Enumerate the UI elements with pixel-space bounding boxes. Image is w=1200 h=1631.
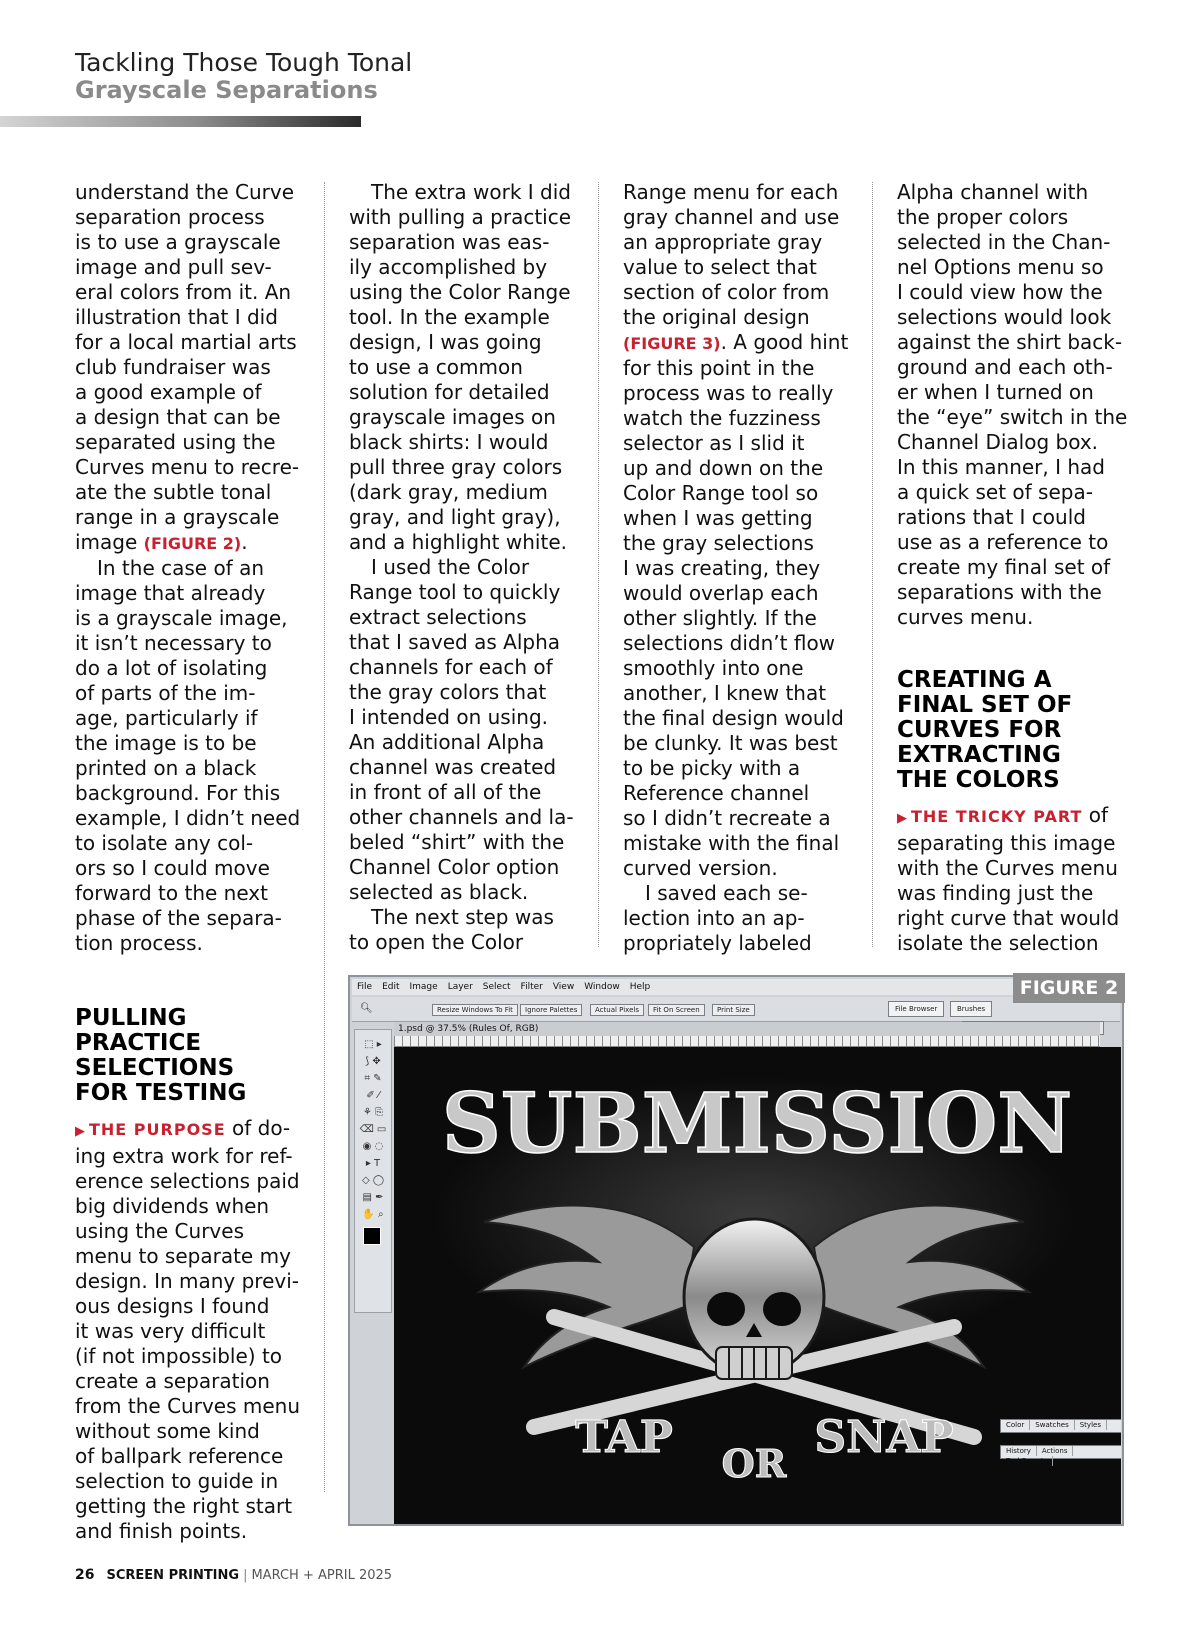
page-number: 26 xyxy=(75,1567,95,1583)
lead-in: THE PURPOSE xyxy=(89,1120,226,1139)
text-line: (dark gray, medium xyxy=(349,480,548,504)
ps-option: Resize Windows To Fit xyxy=(432,1004,518,1016)
text-line: to isolate any col- xyxy=(75,831,254,855)
ps-menu-item: Filter xyxy=(520,982,543,992)
text-line: and a highlight white. xyxy=(349,530,567,554)
text-line: phase of the separa- xyxy=(75,906,282,930)
col1-para1 xyxy=(75,180,300,530)
artwork-tagline: TAP xyxy=(575,1412,673,1463)
text-line: up and down on the xyxy=(623,456,824,480)
text-line: be clunky. It was best xyxy=(623,731,838,755)
text-run: of xyxy=(1082,803,1109,827)
text-line: ate the subtle tonal xyxy=(75,480,272,504)
text-line: do a lot of isolating xyxy=(75,656,268,680)
text-line: understand the Curve xyxy=(75,180,295,204)
text-line: SELECTIONS xyxy=(75,1055,235,1081)
text-line: the gray selections xyxy=(623,531,814,555)
section-heading xyxy=(75,1006,300,1106)
color-swatch xyxy=(363,1227,381,1245)
text-line: separation process xyxy=(75,205,265,229)
lead-line xyxy=(897,803,1127,831)
text-line: rations that I could xyxy=(897,505,1086,529)
text-run: . xyxy=(241,530,248,554)
ps-menubar xyxy=(352,979,1120,995)
text-line: black shirts: I would xyxy=(349,430,549,454)
text-line: selections would look xyxy=(897,305,1112,329)
text-line: it was very difficult xyxy=(75,1319,266,1343)
text-line: selected as black. xyxy=(349,880,529,904)
text-line: age, particularly if xyxy=(75,706,258,730)
ps-tab: Styles xyxy=(1075,1420,1107,1430)
text-line: ous designs I found xyxy=(75,1294,270,1318)
text-line: the gray colors that xyxy=(349,680,547,704)
text-line: an appropriate gray xyxy=(623,230,823,254)
text-line: process was to really xyxy=(623,381,834,405)
text-line: PULLING xyxy=(75,1005,187,1031)
text-line: Range menu for each xyxy=(623,180,839,204)
text-line: selection to guide in xyxy=(75,1469,279,1493)
ps-option: Fit On Screen xyxy=(648,1004,705,1016)
text-line: er when I turned on xyxy=(897,380,1094,404)
text-line: a good example of xyxy=(75,380,262,404)
section-heading xyxy=(897,668,1127,793)
col3-para2 xyxy=(623,881,848,956)
text-line: Channel Color option xyxy=(349,855,560,879)
text-line: gray channel and use xyxy=(623,205,840,229)
page-header-title: Tackling Those Tough Tonal xyxy=(75,48,413,77)
ps-menu-item: File xyxy=(357,982,373,992)
ps-menu-item: Window xyxy=(584,982,620,992)
text-line: was finding just the xyxy=(897,881,1094,905)
ps-toolbox xyxy=(354,1029,392,1313)
text-line: watch the fuzziness xyxy=(623,406,821,430)
tool-icons: ⬚ ▸ ⟆ ✥ ⌗ ✎ ✐ ⁄ ⚘ ⎘ ⌫ ▭ ◉ ◌ ▸ T ◇ ◯ ▤ ✒ ✋ ⌕ xyxy=(359,1039,387,1220)
text-line: An additional Alpha xyxy=(349,730,545,754)
col2-para2 xyxy=(349,555,574,905)
header-rule xyxy=(0,116,361,127)
text-line: would overlap each xyxy=(623,581,819,605)
text-line: In this manner, I had xyxy=(897,455,1105,479)
text-line: so I didn’t recreate a xyxy=(623,806,831,830)
text-line: I used the Color xyxy=(371,555,530,579)
col3-para1b xyxy=(623,356,848,881)
text-line: curved version. xyxy=(623,856,778,880)
text-line: solution for detailed xyxy=(349,380,550,404)
ps-tab: File Browser xyxy=(888,1001,944,1017)
ps-menu-item: Select xyxy=(482,982,511,992)
lead-line xyxy=(75,1116,300,1144)
text-line: a quick set of sepa- xyxy=(897,480,1093,504)
text-line: in front of all of the xyxy=(349,780,542,804)
figure-label: FIGURE 2 xyxy=(1013,973,1125,1003)
text-line: channel was created xyxy=(349,755,557,779)
text-line: is a grayscale image, xyxy=(75,606,288,630)
text-line: CURVES FOR xyxy=(897,717,1062,743)
text-line: other slightly. If the xyxy=(623,606,817,630)
text-line: beled “shirt” with the xyxy=(349,830,565,854)
text-line: value to select that xyxy=(623,255,817,279)
text-run: of do- xyxy=(225,1116,291,1140)
text-line: selected in the Chan- xyxy=(897,230,1111,254)
text-line: background. For this xyxy=(75,781,281,805)
text-line: I intended on using. xyxy=(349,705,549,729)
col3-ref-line xyxy=(623,330,848,356)
text-line: curves menu. xyxy=(897,605,1034,629)
text-line: The extra work I did xyxy=(371,180,571,204)
text-line: image that already xyxy=(75,581,266,605)
text-line: ing extra work for ref- xyxy=(75,1144,293,1168)
text-line: Reference channel xyxy=(623,781,810,805)
ps-color-panel xyxy=(1000,1419,1121,1433)
ps-history-panel xyxy=(1000,1445,1121,1465)
ps-ruler xyxy=(394,1036,1100,1047)
text-line: for a local martial arts xyxy=(75,330,297,354)
column-divider xyxy=(872,182,873,947)
text-line: isolate the selection xyxy=(897,931,1099,955)
text-line: grayscale images on xyxy=(349,405,556,429)
ps-tab: Brushes xyxy=(950,1001,992,1017)
text-line: pull three gray colors xyxy=(349,455,563,479)
text-line: ors so I could move xyxy=(75,856,270,880)
text-line: ily accomplished by xyxy=(349,255,548,279)
text-line: I was creating, they xyxy=(623,556,821,580)
figure-reference: (FIGURE 3) xyxy=(623,334,721,353)
text-line: the proper colors xyxy=(897,205,1069,229)
text-line: separation was eas- xyxy=(349,230,550,254)
magazine-name: SCREEN PRINTING xyxy=(106,1568,240,1583)
triangle-icon: ▶ xyxy=(75,1124,85,1139)
text-line: separated using the xyxy=(75,430,276,454)
text-line: to use a common xyxy=(349,355,523,379)
text-line: against the shirt back- xyxy=(897,330,1123,354)
text-line: I saved each se- xyxy=(645,881,808,905)
text-line: mistake with the final xyxy=(623,831,840,855)
issue-date: MARCH + APRIL 2025 xyxy=(251,1568,393,1583)
text-line: propriately labeled xyxy=(623,931,812,955)
text-line: In the case of an xyxy=(97,556,265,580)
text-line: with pulling a practice xyxy=(349,205,572,229)
text-line: with the Curves menu xyxy=(897,856,1118,880)
text-line: create my final set of xyxy=(897,555,1111,579)
text-line: channels for each of xyxy=(349,655,553,679)
text-line: create a separation xyxy=(75,1369,270,1393)
text-line: right curve that would xyxy=(897,906,1120,930)
column-3 xyxy=(623,180,848,956)
text-line: of parts of the im- xyxy=(75,681,256,705)
text-line: the original design xyxy=(623,305,810,329)
page-footer xyxy=(75,1567,392,1583)
text-line: THE COLORS xyxy=(897,767,1060,793)
text-line: and finish points. xyxy=(75,1519,248,1543)
text-line: that I saved as Alpha xyxy=(349,630,560,654)
text-line: range in a grayscale xyxy=(75,505,280,529)
text-line: for this point in the xyxy=(623,356,815,380)
col2-para1 xyxy=(349,180,574,555)
text-line: section of color from xyxy=(623,280,830,304)
text-line: is to use a grayscale xyxy=(75,230,281,254)
ps-tab: Actions xyxy=(1037,1446,1074,1456)
column-divider xyxy=(598,182,599,947)
text-line: EXTRACTING xyxy=(897,742,1061,768)
ps-canvas xyxy=(394,1047,1121,1524)
column-divider xyxy=(324,182,325,1492)
ps-document-title: 1.psd @ 37.5% (Rules Of, RGB) xyxy=(394,1022,1100,1036)
text-line: smoothly into one xyxy=(623,656,804,680)
text-line: separations with the xyxy=(897,580,1102,604)
ps-tab: Swatches xyxy=(1030,1420,1074,1430)
figure-reference: (FIGURE 2) xyxy=(143,534,242,553)
text-run: . A good hint xyxy=(720,330,849,354)
text-line: the image is to be xyxy=(75,731,257,755)
text-line: to be picky with a xyxy=(623,756,801,780)
text-line: use as a reference to xyxy=(897,530,1109,554)
text-line: Curves menu to recre- xyxy=(75,455,300,479)
ps-options-bar xyxy=(352,997,1120,1022)
text-line: lection into an ap- xyxy=(623,906,805,930)
ps-tab: History xyxy=(1001,1446,1037,1456)
ps-tab: Tool Presets xyxy=(1001,1456,1053,1466)
text-run: image xyxy=(75,530,144,554)
text-line: FOR TESTING xyxy=(75,1080,247,1106)
text-line: erence selections paid xyxy=(75,1169,300,1193)
text-line: forward to the next xyxy=(75,881,268,905)
text-line: separating this image xyxy=(897,831,1116,855)
figure-2-screenshot xyxy=(348,975,1124,1526)
text-line: PRACTICE xyxy=(75,1030,202,1056)
text-line: tion process. xyxy=(75,931,203,955)
text-line: extract selections xyxy=(349,605,527,629)
text-line: gray, and light gray), xyxy=(349,505,561,529)
text-line: printed on a black xyxy=(75,756,257,780)
text-line: The next step was xyxy=(371,905,554,929)
text-line: Alpha channel with xyxy=(897,180,1089,204)
text-line: club fundraiser was xyxy=(75,355,271,379)
text-line: (if not impossible) to xyxy=(75,1344,283,1368)
col3-para1a xyxy=(623,180,848,330)
page-header-subtitle: Grayscale Separations xyxy=(75,76,378,104)
text-line: big dividends when xyxy=(75,1194,270,1218)
text-line: a design that can be xyxy=(75,405,281,429)
text-line: FINAL SET OF xyxy=(897,692,1073,718)
ps-menu-item: Help xyxy=(629,982,651,992)
footer-separator: | xyxy=(243,1568,248,1583)
text-line: tool. In the example xyxy=(349,305,550,329)
ps-option: Ignore Palettes xyxy=(520,1004,582,1016)
col4-para2 xyxy=(897,831,1127,956)
column-2 xyxy=(349,180,574,955)
text-line: illustration that I did xyxy=(75,305,278,329)
text-line: eral colors from it. An xyxy=(75,280,292,304)
zoom-icon: 🔍︎ xyxy=(360,1003,373,1014)
ps-menu-item: Layer xyxy=(447,982,473,992)
col2-para3 xyxy=(349,905,574,955)
text-line: CREATING A xyxy=(897,667,1052,693)
artwork-tagline: OR xyxy=(721,1441,787,1486)
text-line: I could view how the xyxy=(897,280,1103,304)
text-line: nel Options menu so xyxy=(897,255,1104,279)
text-line: design. In many previ- xyxy=(75,1269,299,1293)
triangle-icon: ▶ xyxy=(897,811,907,826)
artwork-tagline: SNAP xyxy=(814,1412,954,1463)
text-line: another, I knew that xyxy=(623,681,827,705)
text-line: from the Curves menu xyxy=(75,1394,300,1418)
text-line: image and pull sev- xyxy=(75,255,272,279)
text-line: to open the Color xyxy=(349,930,524,954)
ps-menu-item: Image xyxy=(409,982,438,992)
ps-option: Print Size xyxy=(712,1004,755,1016)
ps-option: Actual Pixels xyxy=(590,1004,644,1016)
text-line: using the Color Range xyxy=(349,280,571,304)
text-line: selector as I slid it xyxy=(623,431,805,455)
text-line: menu to separate my xyxy=(75,1244,291,1268)
ps-menu-item: View xyxy=(552,982,575,992)
text-line: without some kind xyxy=(75,1419,260,1443)
text-line: getting the right start xyxy=(75,1494,293,1518)
column-1 xyxy=(75,180,300,1544)
text-line: of ballpark reference xyxy=(75,1444,284,1468)
text-line: it isn’t necessary to xyxy=(75,631,272,655)
ps-tab: Color xyxy=(1001,1420,1030,1430)
text-line: the “eye” switch in the xyxy=(897,405,1128,429)
ps-menu-item: Edit xyxy=(382,982,400,992)
text-line: other channels and la- xyxy=(349,805,574,829)
text-line: the final design would xyxy=(623,706,844,730)
text-line: example, I didn’t need xyxy=(75,806,301,830)
lead-in: THE TRICKY PART xyxy=(911,807,1083,826)
text-line: Range tool to quickly xyxy=(349,580,561,604)
column-4 xyxy=(897,180,1127,956)
col4-para1 xyxy=(897,180,1127,630)
artwork-title: SUBMISSION xyxy=(441,1076,1073,1172)
text-line: Color Range tool so xyxy=(623,481,819,505)
col1-para2 xyxy=(75,556,300,956)
text-line: design, I was going xyxy=(349,330,542,354)
text-line: Channel Dialog box. xyxy=(897,430,1099,454)
col1-para3 xyxy=(75,1144,300,1544)
text-line: ground and each oth- xyxy=(897,355,1113,379)
text-line: using the Curves xyxy=(75,1219,244,1243)
text-line: selections didn’t flow xyxy=(623,631,836,655)
text-line: when I was getting xyxy=(623,506,813,530)
col1-para1-last-line xyxy=(75,530,300,556)
